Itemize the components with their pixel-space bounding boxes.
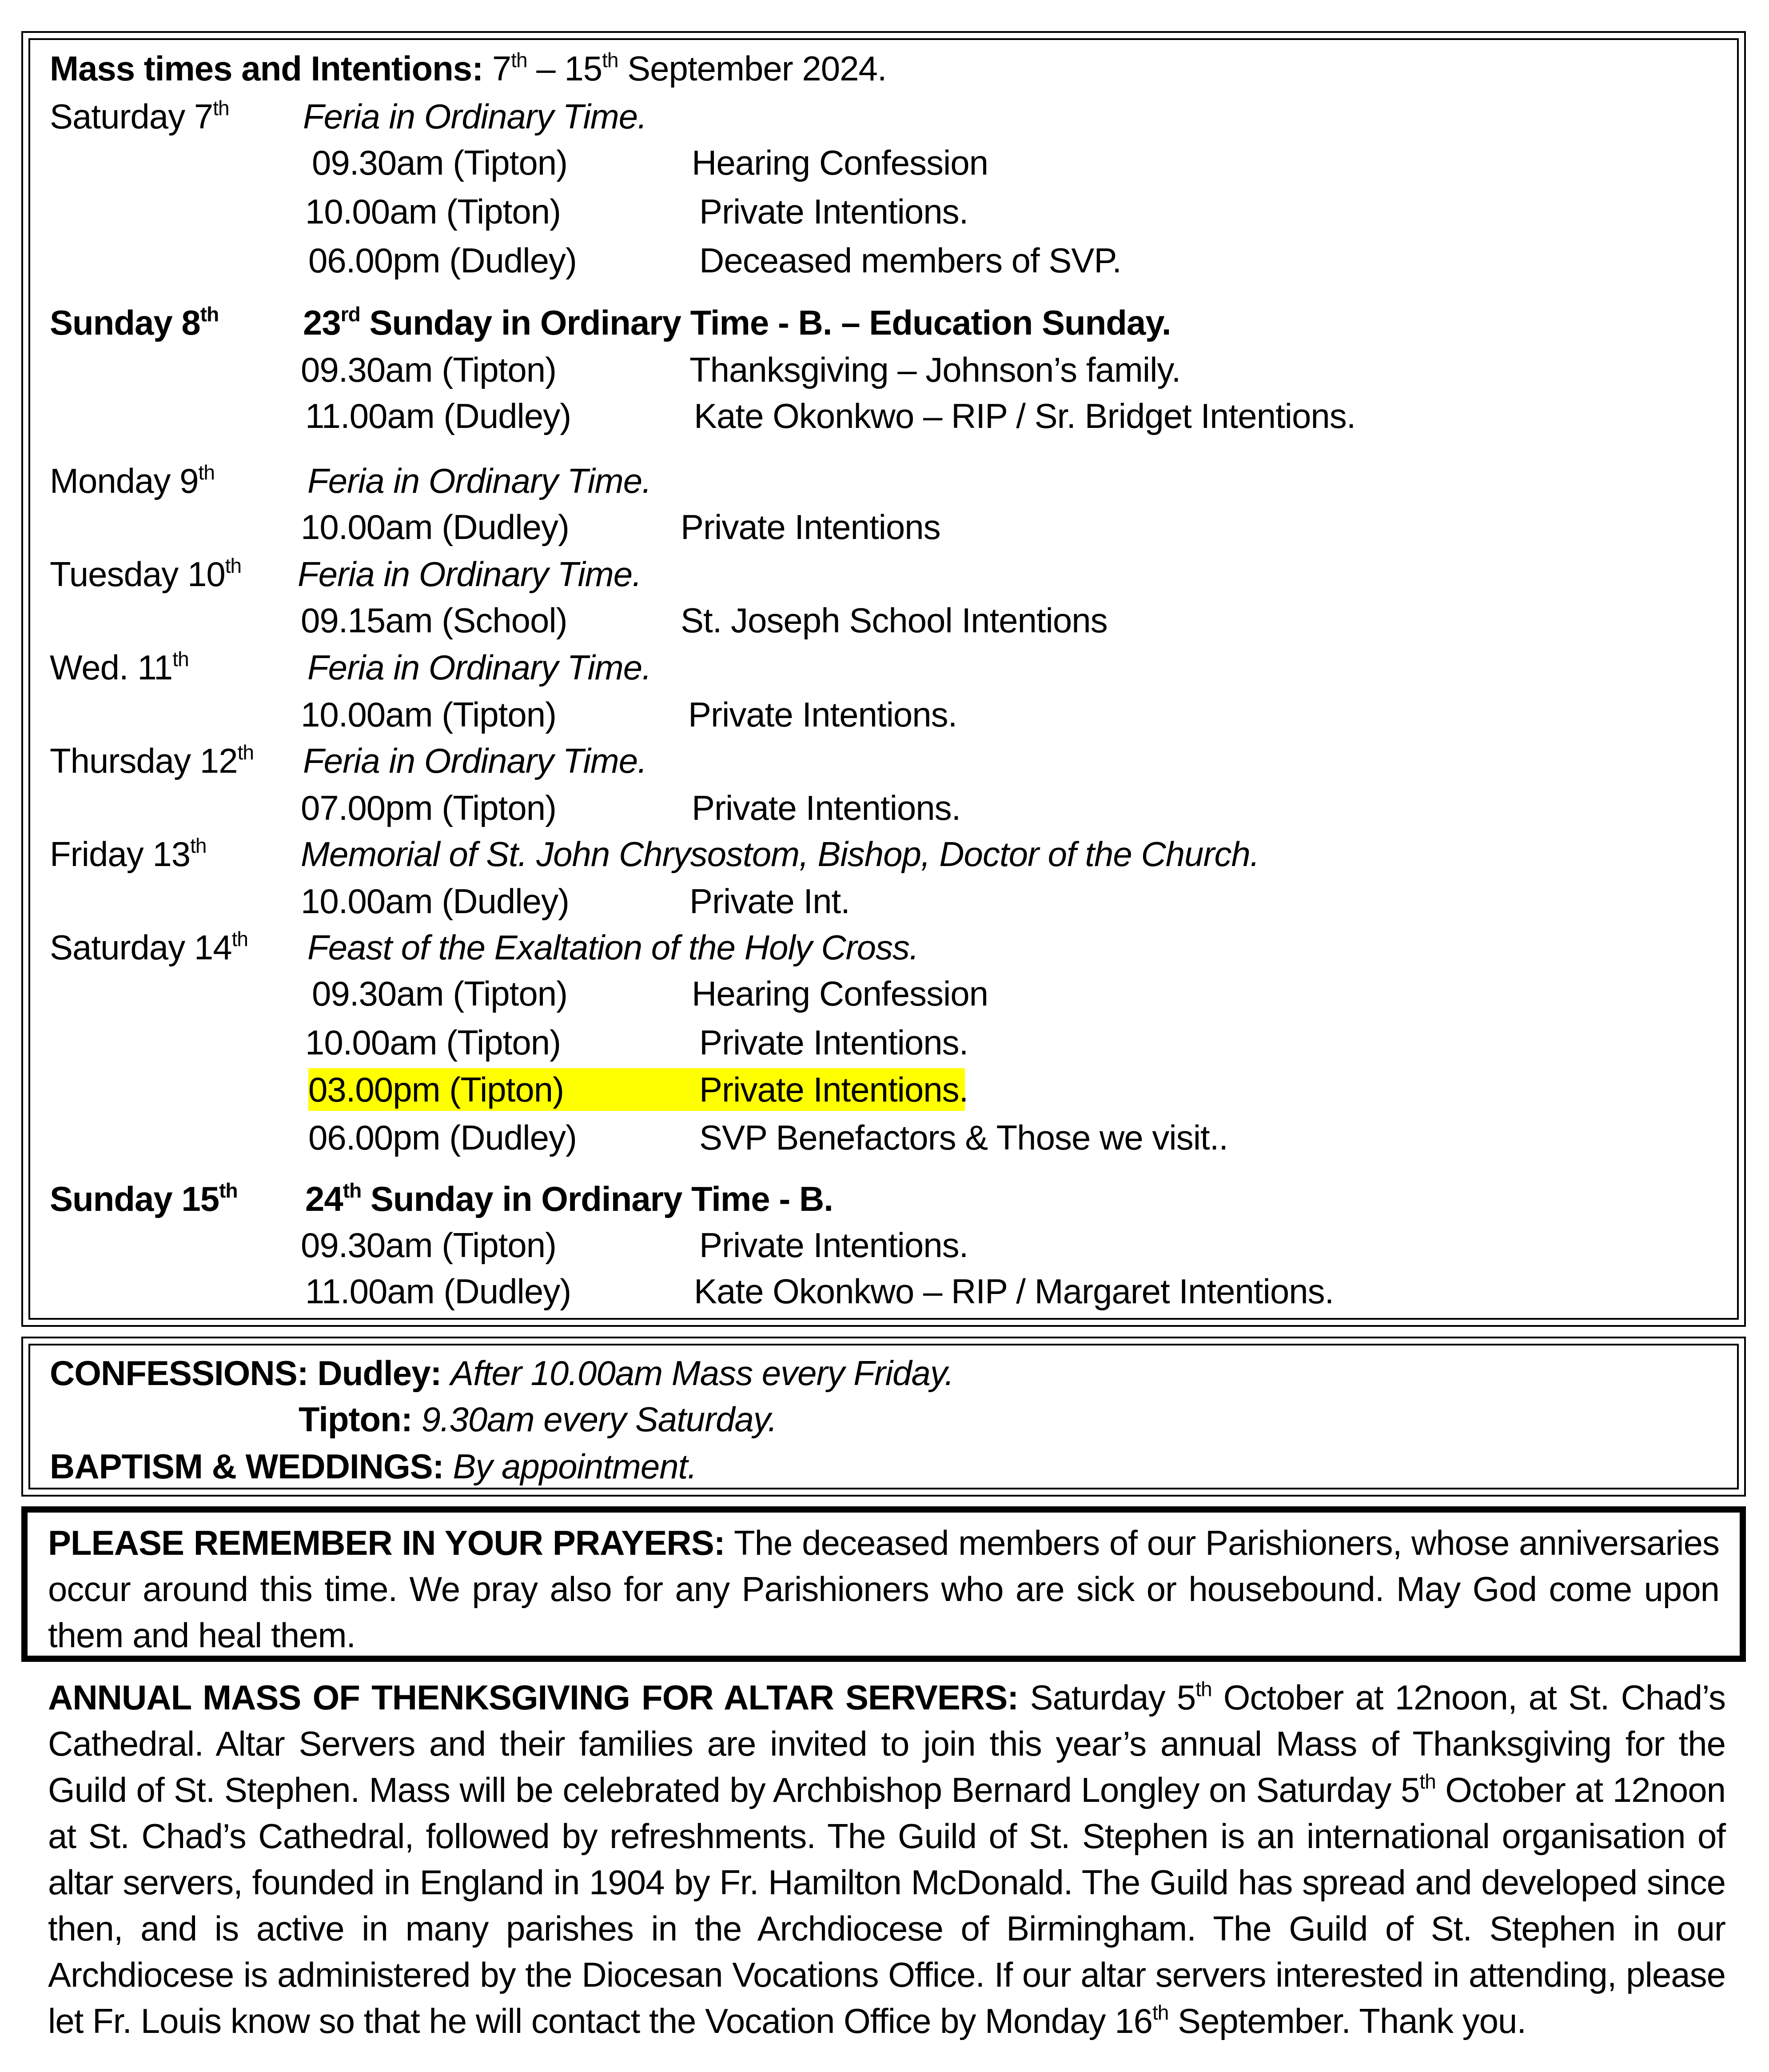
confessions-tipton-line: Tipton: 9.30am every Saturday. xyxy=(299,1400,777,1439)
mass-time: 10.00am (Dudley) xyxy=(301,882,569,921)
mass-time: 07.00pm (Tipton) xyxy=(301,788,557,827)
mass-time: 10.00am (Tipton) xyxy=(301,695,557,734)
liturgical-title: Feria in Ordinary Time. xyxy=(303,741,647,780)
liturgical-title: Memorial of St. John Chrysostom, Bishop, Doctor of the Church. xyxy=(301,834,1259,874)
day-label: Sunday 8th xyxy=(50,303,219,342)
mass-time: 09.30am (Tipton) xyxy=(301,1226,557,1265)
mass-intention: Kate Okonkwo – RIP / Margaret Intentions. xyxy=(694,1272,1334,1311)
mass-intention: Private Intentions xyxy=(681,507,940,547)
baptism-weddings-line: BAPTISM & WEDDINGS: By appointment. xyxy=(50,1447,697,1486)
mass-intention: St. Joseph School Intentions xyxy=(681,601,1108,640)
day-label: Tuesday 10th xyxy=(50,554,242,594)
mass-intention: Thanksgiving – Johnson’s family. xyxy=(689,350,1181,389)
mass-times-box xyxy=(21,31,1746,1327)
liturgical-title: Feria in Ordinary Time. xyxy=(303,97,647,136)
liturgical-title: Feria in Ordinary Time. xyxy=(307,461,651,500)
mass-time: 10.00am (Dudley) xyxy=(301,507,569,547)
day-label: Saturday 7th xyxy=(50,96,229,136)
mass-time: 03.00pm (Tipton) xyxy=(308,1070,564,1109)
mass-time: 10.00am (Tipton) xyxy=(305,192,561,231)
mass-intention: Deceased members of SVP. xyxy=(699,241,1122,280)
day-label: Wed. 11th xyxy=(50,647,189,687)
mass-intention: Private Intentions. xyxy=(699,192,968,231)
prayers-text: PLEASE REMEMBER IN YOUR PRAYERS: The deceased members of our Parishioners, whose anniversaries occur around this time. We pray also for any Parishioners who are sick or housebound. May God come upon them and heal them. xyxy=(48,1523,1720,1655)
mass-time: 06.00pm (Dudley) xyxy=(308,1118,577,1157)
mass-intention: SVP Benefactors & Those we visit.. xyxy=(699,1118,1228,1157)
mass-intention: Private Int. xyxy=(689,882,850,921)
mass-time: 09.30am (Tipton) xyxy=(301,350,557,389)
confessions-dudley-line: CONFESSIONS: Dudley: After 10.00am Mass every Friday. xyxy=(50,1353,954,1393)
day-label: Thursday 12th xyxy=(50,741,254,780)
annual-mass-notice: ANNUAL MASS OF THENKSGIVING FOR ALTAR SERVERS: Saturday 5th October at 12noon, at St. Chad’s Cathedral. Altar Servers and their families are invited to join this year’s annual Mass of Thanksgiving for the Guild of St. Stephen. Mass will be celebrated by Archbishop Bernard Longley on Saturday 5th October at 12noon at St. Chad’s Cathedral, followed by refreshments. The Guild of St. Stephen is an international organisation of altar servers, founded in England in 1904 by Fr. Hamilton McDonald. The Guild has spread and developed since then, and is active in many parishes in the Archdiocese of Birmingham. The Guild of St. Stephen in our Archdiocese is administered by the Diocesan Vocations Office. If our altar servers interested in attending, please let Fr. Louis know so that he will contact the Vocation Office by Monday 16th September. Thank you. xyxy=(48,1677,1725,2040)
mass-intention: Private Intentions. xyxy=(688,695,957,734)
day-label: Monday 9th xyxy=(50,461,215,500)
prayers-box xyxy=(21,1506,1746,1662)
mass-time: 11.00am (Dudley) xyxy=(305,1272,571,1311)
day-label: Friday 13th xyxy=(50,834,207,874)
liturgical-title: Feria in Ordinary Time. xyxy=(298,555,641,594)
liturgical-title: 24th Sunday in Ordinary Time - B. xyxy=(305,1179,833,1218)
mass-time: 10.00am (Tipton) xyxy=(305,1023,561,1062)
mass-time: 11.00am (Dudley) xyxy=(305,396,571,435)
mass-times-heading: Mass times and Intentions: 7th – 15th September 2024. xyxy=(50,48,887,88)
liturgical-title: Feast of the Exaltation of the Holy Cross. xyxy=(307,928,919,967)
mass-intention: Private Intentions. xyxy=(692,788,961,827)
mass-intention: Kate Okonkwo – RIP / Sr. Bridget Intentions. xyxy=(694,396,1356,435)
mass-time: 06.00pm (Dudley) xyxy=(308,241,577,280)
mass-time: 09.30am (Tipton) xyxy=(312,974,568,1013)
day-label: Sunday 15th xyxy=(50,1179,238,1218)
highlighted-mass-row xyxy=(308,1068,968,1111)
liturgical-title: 23rd Sunday in Ordinary Time - B. – Education Sunday. xyxy=(303,303,1171,342)
mass-intention: Private Intentions. xyxy=(699,1023,968,1062)
mass-intention: Hearing Confession xyxy=(692,143,988,182)
liturgical-title: Feria in Ordinary Time. xyxy=(307,648,651,687)
confessions-box xyxy=(21,1337,1746,1497)
day-label: Saturday 14th xyxy=(50,927,248,967)
mass-time: 09.30am (Tipton) xyxy=(312,143,568,182)
mass-intention: Private Intentions. xyxy=(699,1226,968,1265)
mass-intention: Private Intentions. xyxy=(699,1070,968,1109)
mass-intention: Hearing Confession xyxy=(692,974,988,1013)
mass-time: 09.15am (School) xyxy=(301,601,567,640)
